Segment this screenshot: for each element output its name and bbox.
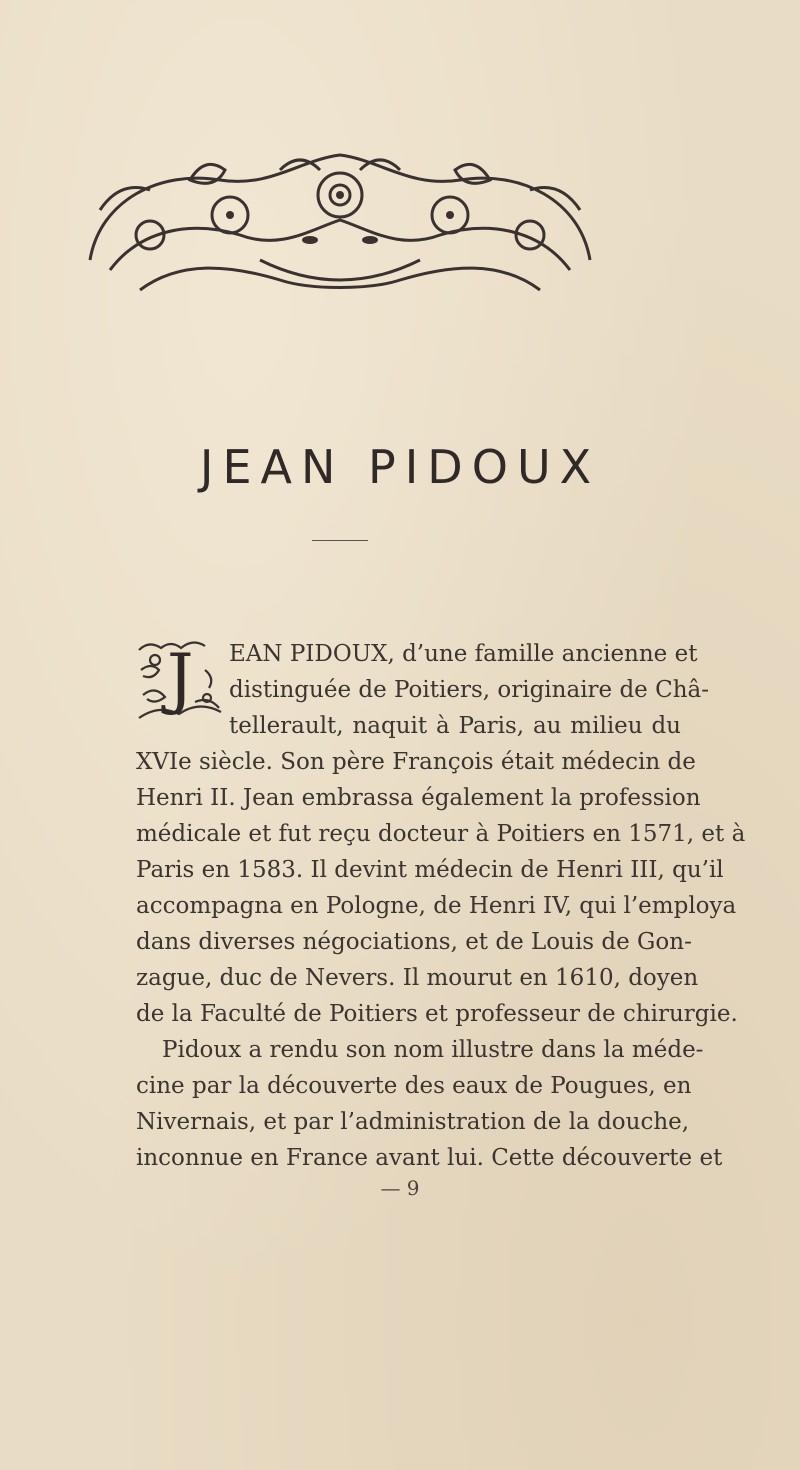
text-line: cine par la découverte des eaux de Pougues, en xyxy=(136,1073,692,1099)
decorative-headpiece-ornament xyxy=(80,140,600,300)
text-line: Pidoux a rendu son nom illustre dans la méde- xyxy=(162,1037,704,1063)
text-line: Paris en 1583. Il devint médecin de Henri III, qu’il xyxy=(136,857,724,883)
page-title: JEAN PIDOUX xyxy=(199,440,601,494)
text-line: dans diverses négociations, et de Louis de Gon- xyxy=(136,929,692,955)
text-line: médicale et fut reçu docteur à Poitiers en 1571, et à xyxy=(136,821,746,847)
page-number: — 9 xyxy=(380,1176,420,1200)
text-line: accompagna en Pologne, de Henri IV, qui l’employa xyxy=(136,893,737,919)
text-line: XVIe siècle. Son père François était médecin de xyxy=(136,749,696,775)
text-line: zague, duc de Nevers. Il mourut en 1610, doyen xyxy=(136,965,699,991)
text-line: de la Faculté de Poitiers et professeur de chirurgie. xyxy=(136,1001,738,1027)
text-line: tellerault, naquit à Paris, au milieu du xyxy=(229,713,681,739)
drop-cap-letter: J xyxy=(167,640,194,717)
ornamental-drop-cap xyxy=(135,640,225,722)
text-line: distinguée de Poitiers, originaire de Châ- xyxy=(229,677,710,703)
text-line: Henri II. Jean embrassa également la profession xyxy=(136,785,701,811)
text-line: Nivernais, et par l’administration de la douche, xyxy=(136,1109,690,1135)
text-line: EAN PIDOUX, d’une famille ancienne et xyxy=(229,641,698,667)
title-divider xyxy=(312,540,368,541)
text-line: inconnue en France avant lui. Cette découverte et xyxy=(136,1145,723,1171)
